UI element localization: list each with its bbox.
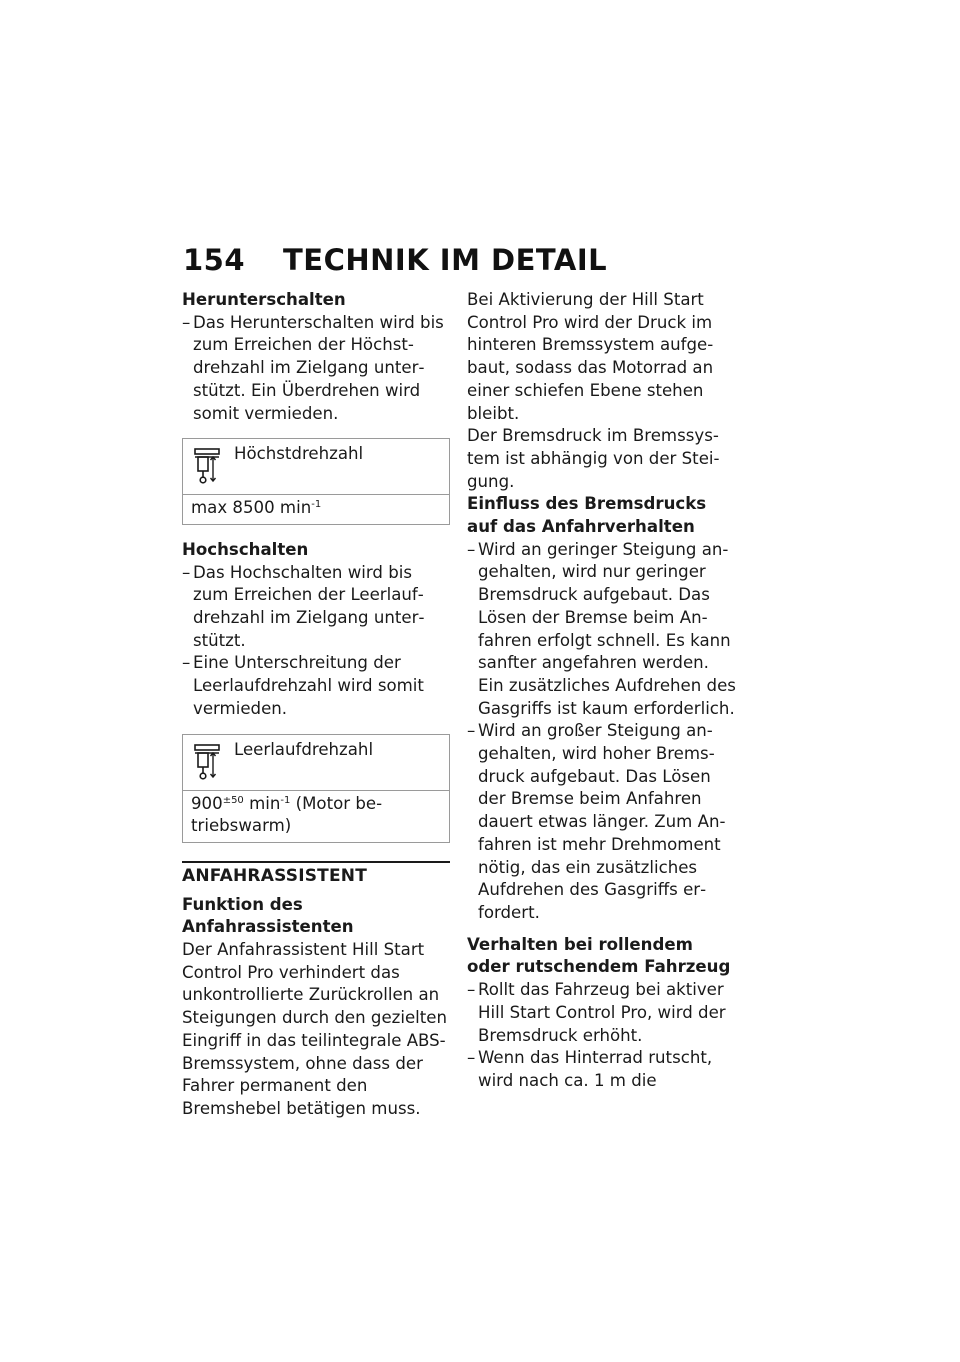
brake-pressure-list	[467, 539, 739, 925]
spec-value-tolerance: ±50	[222, 794, 244, 806]
heading-function: Funktion des Anfahrassistenten	[182, 894, 354, 937]
spec-table-idle-rpm	[182, 734, 450, 843]
spec-header	[183, 735, 449, 791]
list-item: – Das Herunterschalten wird bis zum Erreichen der Höchstdrehzahl im Zielgang unterstützt. Ein Überdrehen wird somit vermieden.	[182, 312, 450, 426]
paragraph: Bei Aktivierung der Hill Start Control Pro wird der Druck im hinteren Bremssystem aufgebaut, sodass das Motorrad an einer schiefen Ebene stehen bleibt.	[467, 290, 714, 423]
spec-value-text: max 8500 min	[191, 498, 312, 518]
spec-table-max-rpm	[182, 438, 450, 525]
left-column	[182, 289, 450, 1121]
chapter-title: TECHNIK IM DETAIL	[283, 243, 608, 277]
list-item: – Das Hochschalten wird bis zum Erreichen der Leerlaufdrehzahl im Zielgang unterstützt.	[182, 562, 450, 653]
spec-value-exponent: -1	[280, 794, 291, 806]
spec-header	[183, 439, 449, 495]
spec-value-note: (Motor betriebswarm)	[191, 793, 383, 836]
spec-value-exponent: -1	[311, 499, 322, 511]
spec-value-number: 900	[191, 793, 223, 813]
spec-name: Leerlaufdrehzahl	[234, 739, 374, 759]
right-column	[467, 289, 739, 1093]
heading-downshift: Herunterschalten	[182, 290, 346, 309]
engine-speed-icon	[193, 743, 221, 781]
list-item: – Wenn das Hinterrad rutscht, wird nach ca. 1 m die	[467, 1047, 739, 1092]
page-header	[183, 243, 607, 277]
spec-value-unit: min	[249, 793, 281, 813]
paragraph: Der Bremsdruck im Bremssystem ist abhängig von der Steigung.	[467, 426, 720, 491]
list-item: – Rollt das Fahrzeug bei aktiver Hill Start Control Pro, wird der Bremsdruck erhöht.	[467, 979, 739, 1047]
heading-rolling-vehicle: Verhalten bei rollendem oder rutschendem Fahrzeug	[467, 934, 731, 977]
upshift-list	[182, 562, 450, 721]
list-item: – Wird an geringer Steigung angehalten, wird nur geringer Bremsdruck aufgebaut. Das Lösen der Bremse beim Anfahren erfolgt schnell. Es kann sanfter angefahren werden. Ein zusätzliches Aufdrehen des Gasgriffs ist kaum erforderlich.	[467, 539, 739, 721]
page-number: 154	[183, 243, 246, 277]
spec-name: Höchstdrehzahl	[234, 444, 364, 464]
rolling-vehicle-list	[467, 979, 739, 1093]
list-item: – Wird an großer Steigung angehalten, wird hoher Bremsdruck aufgebaut. Das Lösen der Bremse beim Anfahren dauert etwas länger. Zum Anfahren ist mehr Drehmoment nötig, das ein zusätzliches Aufdrehen des Gasgriffs erfordert.	[467, 720, 739, 924]
heading-upshift: Hochschalten	[182, 539, 309, 559]
section-title: ANFAHRASSISTENT	[182, 861, 450, 888]
spec-value	[183, 791, 449, 842]
paragraph: Der Anfahrassistent Hill Start Control Pro verhindert das unkontrollierte Zurückrollen an Steigungen durch den gezielten Eingriff in das teilintegrale ABS-Bremssystem, ohne dass der Fahrer permanent den Bremshebel betätigen muss.	[182, 940, 448, 1118]
downshift-list	[182, 312, 450, 426]
list-item: – Eine Unterschreitung der Leerlaufdrehzahl wird somit vermieden.	[182, 652, 450, 720]
spec-value	[183, 495, 449, 524]
heading-brake-pressure: Einfluss des Bremsdrucks auf das Anfahrverhalten	[467, 494, 707, 537]
engine-speed-icon	[193, 447, 221, 485]
